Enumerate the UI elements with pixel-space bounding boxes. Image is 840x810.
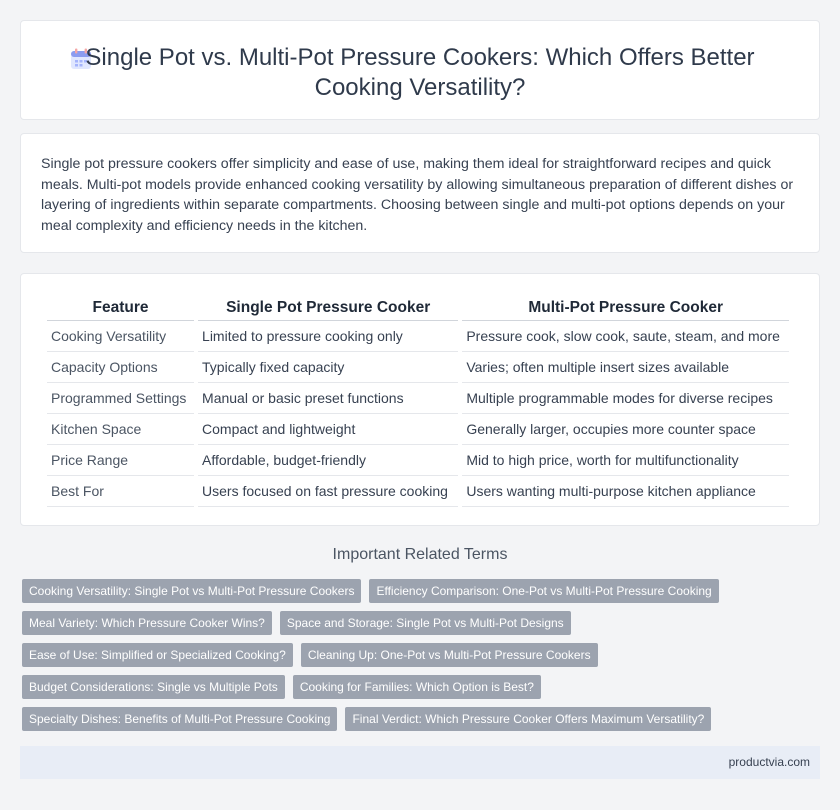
comparison-card [20,273,820,526]
multi-pot-cell: Generally larger, occupies more counter space [462,414,789,445]
table-row [47,321,789,352]
intro-card [20,133,820,253]
multi-pot-cell: Pressure cook, slow cook, saute, steam, and more [462,321,789,352]
page-title: Single Pot vs. Multi-Pot Pressure Cookers: Which Offers Better Cooking Versatility? [85,44,755,101]
single-pot-cell: Limited to pressure cooking only [198,321,458,352]
table-row [47,352,789,383]
related-terms-heading: Important Related Terms [332,546,508,563]
related-term-tag[interactable]: Cooking for Families: Which Option is Best? [293,675,541,699]
multi-pot-cell: Mid to high price, worth for multifunctionality [462,445,789,476]
related-term-tag[interactable]: Efficiency Comparison: One-Pot vs Multi-Pot Pressure Cooking [369,579,718,603]
header-card [20,20,820,120]
footer-site-link[interactable]: productvia.com [728,755,810,769]
feature-cell: Kitchen Space [47,414,194,445]
feature-cell: Programmed Settings [47,383,194,414]
table-row [47,476,789,507]
multi-pot-cell: Varies; often multiple insert sizes available [462,352,789,383]
feature-cell: Best For [47,476,194,507]
table-row [47,383,789,414]
column-header: Single Pot Pressure Cooker [198,296,458,321]
single-pot-cell: Users focused on fast pressure cooking [198,476,458,507]
related-term-tag[interactable]: Meal Variety: Which Pressure Cooker Wins? [22,611,272,635]
single-pot-cell: Manual or basic preset functions [198,383,458,414]
feature-cell: Cooking Versatility [47,321,194,352]
tag-row [22,579,742,603]
tag-row [22,675,742,699]
table-row [47,445,789,476]
column-header: Multi-Pot Pressure Cooker [462,296,789,321]
tag-row [22,707,742,731]
table-row [47,414,789,445]
single-pot-cell: Compact and lightweight [198,414,458,445]
feature-cell: Capacity Options [47,352,194,383]
related-term-tag[interactable]: Cooking Versatility: Single Pot vs Multi-Pot Pressure Cookers [22,579,361,603]
related-terms-list [22,579,742,739]
footer-bar [20,746,820,779]
single-pot-cell: Typically fixed capacity [198,352,458,383]
tag-row [22,643,742,667]
related-term-tag[interactable]: Cleaning Up: One-Pot vs Multi-Pot Pressure Cookers [301,643,598,667]
multi-pot-cell: Multiple programmable modes for diverse recipes [462,383,789,414]
related-term-tag[interactable]: Space and Storage: Single Pot vs Multi-Pot Designs [280,611,571,635]
table-header-row [47,296,789,321]
feature-cell: Price Range [47,445,194,476]
related-term-tag[interactable]: Final Verdict: Which Pressure Cooker Offers Maximum Versatility? [345,707,711,731]
intro-paragraph: Single pot pressure cookers offer simplicity and ease of use, making them ideal for straightforward recipes and quick meals. Multi-pot models provide enhanced cooking versatility by allowing simultaneous preparation of different dishes or layering of ingredients within separate compartments. Choosing between single and multi-pot options depends on your meal complexity and efficiency needs in the kitchen. [41,156,794,234]
single-pot-cell: Affordable, budget-friendly [198,445,458,476]
multi-pot-cell: Users wanting multi-purpose kitchen appliance [462,476,789,507]
related-term-tag[interactable]: Ease of Use: Simplified or Specialized Cooking? [22,643,293,667]
related-term-tag[interactable]: Specialty Dishes: Benefits of Multi-Pot Pressure Cooking [22,707,337,731]
comparison-table [43,296,793,507]
related-term-tag[interactable]: Budget Considerations: Single vs Multiple Pots [22,675,285,699]
tag-row [22,611,742,635]
column-header: Feature [47,296,194,321]
